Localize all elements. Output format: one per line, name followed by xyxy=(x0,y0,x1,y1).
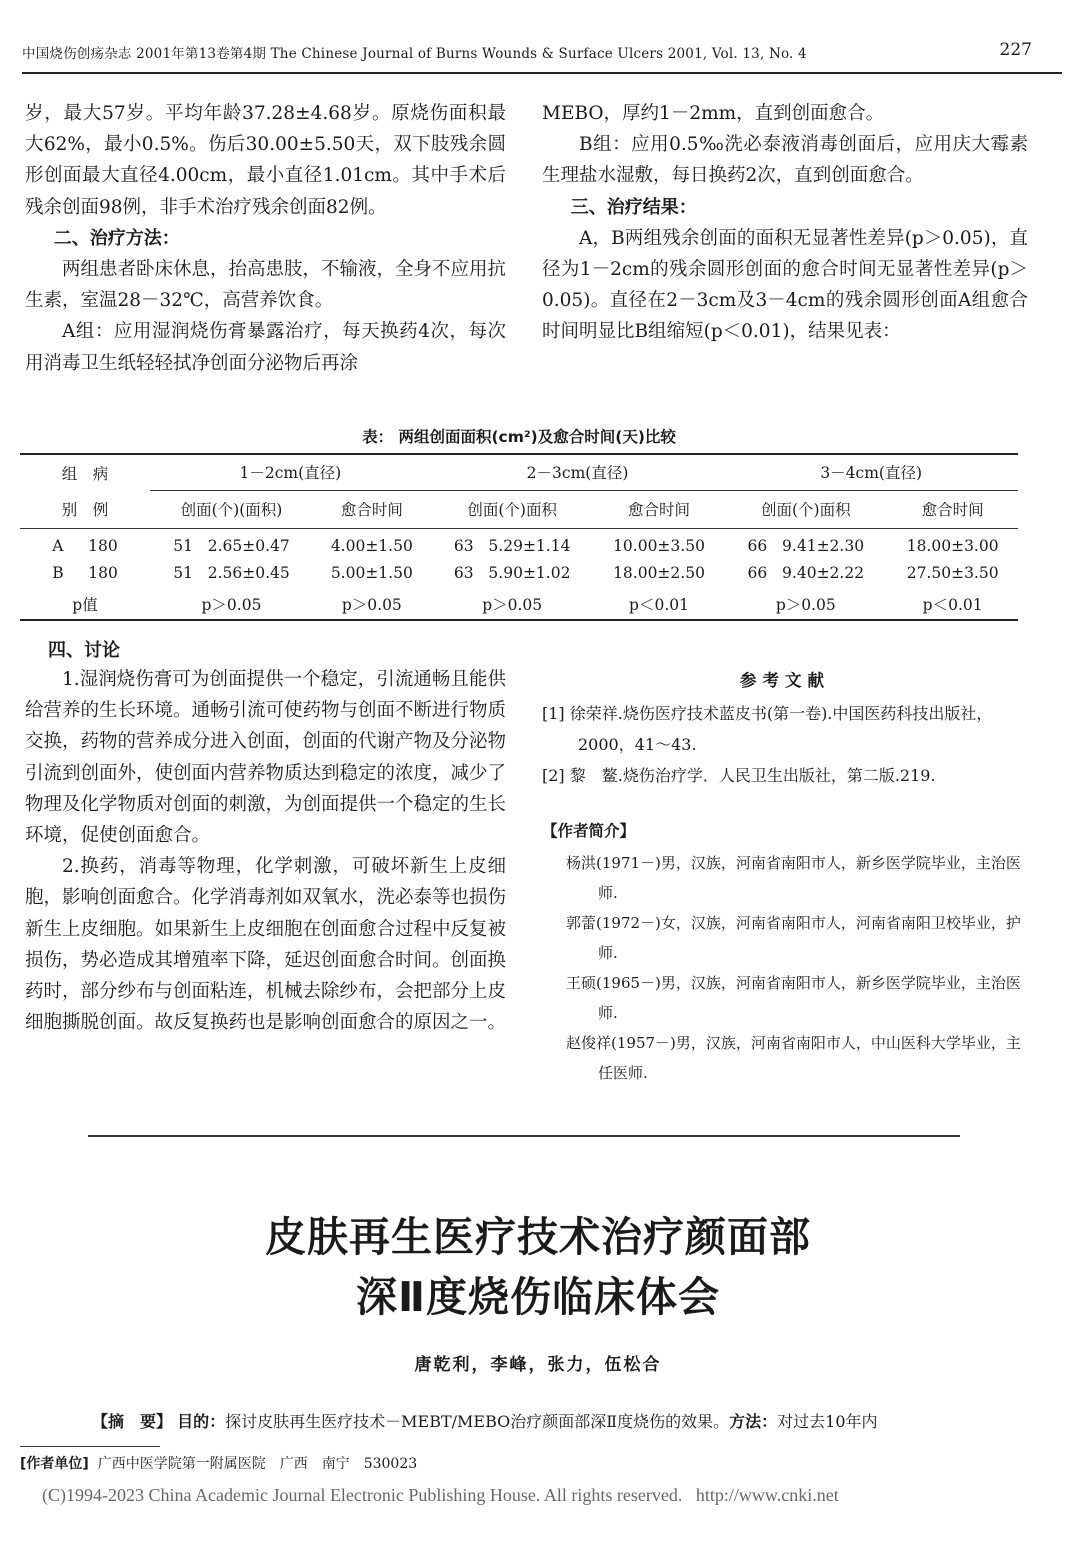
section-heading: 二、治疗方法： xyxy=(53,227,180,249)
case-count: 180 xyxy=(88,537,118,556)
sub-header: 愈合时间 xyxy=(594,490,725,528)
p-value: p＞0.05 xyxy=(341,595,402,614)
table-cell: 66 9.40±2.22 xyxy=(747,564,865,582)
sub-header: 愈合时间 xyxy=(887,490,1018,528)
p-value: p＞0.05 xyxy=(482,595,543,614)
table-cell: 66 9.41±2.30 xyxy=(747,537,865,556)
author-byline: 唐乾利，李峰，张力，伍松合 xyxy=(414,1355,662,1375)
table-cell: 63 5.29±1.14 xyxy=(453,537,571,556)
table-cell: 18.00±3.00 xyxy=(906,537,999,556)
col-group-header: 2－3cm(直径) xyxy=(431,454,725,490)
results-table xyxy=(20,425,1018,621)
sub-header: 创面(个)(面积) xyxy=(150,490,313,528)
references xyxy=(542,665,1028,791)
table-cell xyxy=(20,558,150,588)
unit-text: 广西中医学院第一附属医院 广西 南宁 530023 xyxy=(97,1456,418,1472)
title-line: 皮肤再生医疗技术治疗颜面部 xyxy=(265,1213,811,1261)
running-head xyxy=(22,40,1062,74)
p-value: p＜0.01 xyxy=(922,595,983,614)
col-group-header: 1－2cm(直径) xyxy=(150,454,431,490)
table-cell: 10.00±3.50 xyxy=(613,537,705,556)
group-header: 组 病 xyxy=(61,464,109,483)
paragraph: B组：应用0.5‰洗必泰液消毒创面后，应用庆大霉素生理盐水湿敷，每日换药2次，直到创面愈合。 xyxy=(542,134,1028,187)
table-cell: 27.50±3.50 xyxy=(906,564,999,582)
objective-text: 探讨皮肤再生医疗技术－MEBT/MEBO治疗颜面部深Ⅱ度烧伤的效果。 xyxy=(225,1412,730,1431)
abstract xyxy=(92,1408,1052,1436)
footnote-rule xyxy=(20,1446,160,1447)
table-row xyxy=(20,558,1018,588)
author-bio: 王硕(1965－)男，汉族，河南省南阳市人，新乡医学院毕业，主治医师. xyxy=(566,974,1021,1022)
paragraph: 2.换药，消毒等物理，化学刺激，可破坏新生上皮细胞，影响创面愈合。化学消毒剂如双氧水，洗必泰等也损伤新生上皮细胞。如果新生上皮细胞在创面愈合过程中反复被损伤，势必造成其增殖率下降，延迟创面愈合时间。创面换药时，部分纱布与创面粘连，机械去除纱布，会把部分上皮细胞撕脱创面。故反复换药也是影响创面愈合的原因之一。 xyxy=(25,856,507,1034)
reference-item: [1] 徐荣祥.烧伤医疗技术蓝皮书(第一卷).中国医药科技出版社，2000，41～43. xyxy=(542,704,993,754)
section-heading: 三、治疗结果： xyxy=(570,196,697,218)
abstract-label: 【摘 要】 xyxy=(92,1412,173,1431)
author-introduction xyxy=(542,816,1028,1088)
article-title xyxy=(0,1207,1076,1327)
table-cell xyxy=(20,528,150,558)
p-value-label: p值 xyxy=(72,595,98,614)
table-caption: 表： 两组创面面积(cm²)及愈合时间(天)比较 xyxy=(362,428,676,446)
right-column xyxy=(542,98,1028,348)
paragraph: 岁，最大57岁。平均年龄37.28±4.68岁。原烧伤面积最大62%，最小0.5%。伤后30.00±5.50天，双下肢残余圆形创面最大直径4.00cm，最小直径1.01cm。其中手术后残余创面98例，非手术治疗残余创面82例。 xyxy=(25,103,506,218)
discussion-column xyxy=(25,664,506,1038)
p-value: p＜0.01 xyxy=(629,595,689,614)
author-bio: 杨洪(1971－)男，汉族，河南省南阳市人，新乡医学院毕业，主治医师. xyxy=(566,854,1021,902)
unit-label: [作者单位] xyxy=(20,1456,89,1472)
table-cell: 63 5.90±1.02 xyxy=(453,564,571,582)
objective-label: 目的： xyxy=(177,1412,226,1431)
table-cell: 4.00±1.50 xyxy=(330,537,413,556)
discussion-heading: 四、讨论 xyxy=(48,640,120,661)
paragraph: MEBO，厚约1－2mm，直到创面愈合。 xyxy=(542,103,885,124)
page-number: 227 xyxy=(999,40,1032,60)
author-intro-title: 【作者简介】 xyxy=(542,822,636,840)
table-row xyxy=(20,528,1018,558)
author-unit xyxy=(20,1452,417,1476)
paragraph: A，B两组残余创面的面积无显著性差异(p＞0.05)，直径为1－2cm的残余圆形创面的愈合时间无显著性差异(p＞0.05)。直径在2－3cm及3－4cm的残余圆形创面A组愈合时间明显比B组缩短(p＜0.01)，结果见表： xyxy=(542,227,1028,343)
group-label: B xyxy=(52,564,64,582)
method-text: 对过去10年内 xyxy=(777,1412,878,1431)
p-value: p＞0.05 xyxy=(201,595,262,614)
paragraph: 1.湿润烧伤膏可为创面提供一个稳定，引流通畅且能供给营养的生长环境。通畅引流可使药物与创面不断进行物质交换，药物的营养成分进入创面，创面的代谢产物及分泌物引流到创面外，使创面内营养物质达到稳定的浓度，减少了物理及化学物质对创面的刺激，为创面提供一个稳定的生长环境，促使创面愈合。 xyxy=(25,669,507,847)
p-value: p＞0.05 xyxy=(775,595,836,614)
case-count: 180 xyxy=(88,564,118,582)
col-group-header: 3－4cm(直径) xyxy=(724,454,1018,490)
author-bio: 郭蕾(1972－)女，汉族，河南省南阳市人，河南省南阳卫校毕业，护师. xyxy=(566,914,1021,962)
references-title: 参考文献 xyxy=(740,671,830,690)
left-column xyxy=(25,98,506,379)
paragraph: A组：应用湿润烧伤膏暴露治疗，每天换药4次，每次用消毒卫生纸轻轻拭净创面分泌物后再涂 xyxy=(25,321,506,374)
article-separator xyxy=(88,1135,960,1137)
group-header-2: 别 例 xyxy=(20,490,150,528)
copyright-notice: (C)1994-2023 China Academic Journal Electronic Publishing House. All rights reserved. http://www.cnki.net xyxy=(42,1485,839,1505)
title-line: 深Ⅱ度烧伤临床体会 xyxy=(355,1273,720,1321)
author-bio: 赵俊祥(1957－)男，汉族，河南省南阳市人，中山医科大学毕业，主任医师. xyxy=(566,1034,1021,1082)
p-value-row xyxy=(20,588,1018,620)
sub-header: 创面(个)面积 xyxy=(724,490,887,528)
sub-header: 愈合时间 xyxy=(313,490,431,528)
table-cell: 5.00±1.50 xyxy=(330,564,413,582)
table-cell: 51 2.56±0.45 xyxy=(173,564,290,582)
sub-header: 创面(个)面积 xyxy=(431,490,594,528)
group-label: A xyxy=(52,537,64,556)
table-cell: 18.00±2.50 xyxy=(613,564,705,582)
journal-header: 中国烧伤创疡杂志 2001年第13卷第4期 The Chinese Journal of Burns Wounds & Surface Ulcers 2001, Vol. 13, No. 4 xyxy=(22,46,807,62)
comparison-table xyxy=(20,453,1018,621)
method-label: 方法： xyxy=(729,1412,778,1431)
reference-item: [2] 黎 鳌.烧伤治疗学．人民卫生出版社，第二版.219. xyxy=(542,766,936,785)
paragraph: 两组患者卧床休息，抬高患肢，不输液，全身不应用抗生素，室温28－32℃，高营养饮食。 xyxy=(25,259,507,312)
table-cell: 51 2.65±0.47 xyxy=(173,537,290,556)
